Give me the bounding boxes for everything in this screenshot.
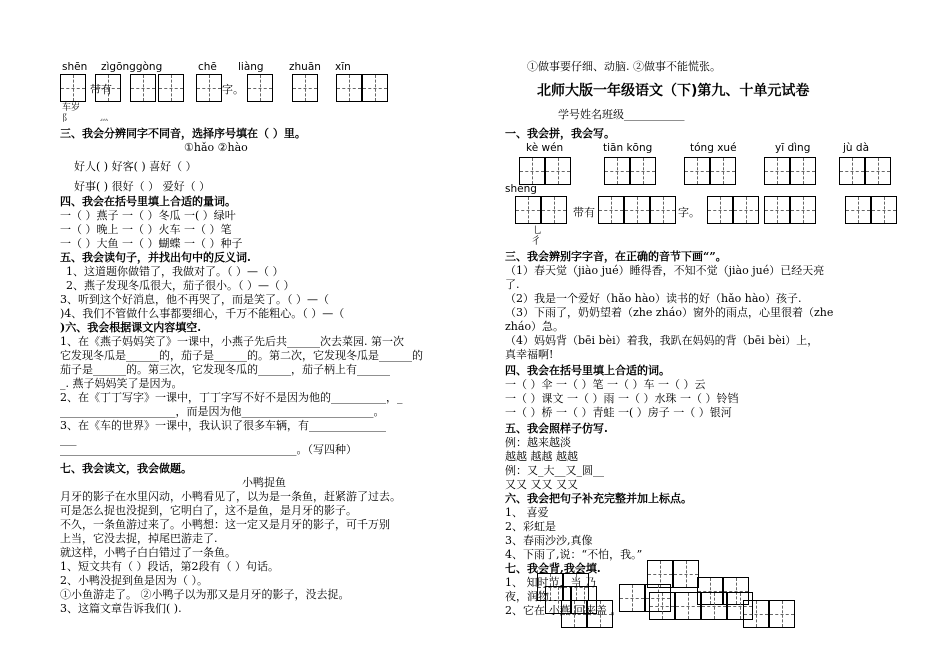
section-heading: 四、我会在括号里填上合适的量词。 [60, 195, 236, 208]
exercise-row: 2、彩虹是 [505, 520, 556, 533]
writing-grid[interactable] [545, 157, 571, 185]
exercise-row: 例：又_大__又_圆__ [505, 464, 604, 477]
section-heading: 三、我会分辨同字不同音，选择序号填在（ ）里。 [60, 127, 306, 140]
question-line: ①小鱼游走了。 ②小鸭子以为那又是月牙的影子，没去捉。 [60, 588, 350, 601]
section-heading: 六、我会把句子补充完整并加上标点。 [505, 492, 692, 505]
student-info-line: 学号姓名班级___________ [558, 108, 685, 121]
exercise-row: zháo）急。 [505, 320, 565, 333]
writing-grid[interactable] [684, 157, 710, 185]
right-column [475, 0, 950, 658]
question-line: 3、这篇文章告诉我们( ). [60, 602, 182, 615]
exercise-row: 2、燕子发现冬瓜很大，茄子很小。（ ）—（ ） [66, 279, 295, 292]
fill-row: ___________________________________________。（写四种） [60, 443, 357, 456]
row2-mid-text: 带有 [573, 206, 595, 219]
stray-mark: 乚 [533, 226, 543, 236]
story-line: 上当，它没去捉，掉尾巴游走了. [60, 532, 218, 545]
writing-grid[interactable] [839, 157, 865, 185]
story-line: 可是怎么捉也没捉到，它明白了，这不是鱼，是月牙的影子。 [60, 504, 357, 517]
fill-row: 1、在《燕子妈妈笑了》一课中，小燕子先后共______次去菜园. 第一次 [60, 335, 404, 348]
writing-grid[interactable] [60, 74, 86, 102]
pinyin-tongxue: tóng xué [690, 142, 737, 154]
pinyin-tiankong: tiān kōng [603, 142, 653, 154]
story-line: 不久，一条鱼游过来了。小鸭想：这一定又是月牙的影子，可千万别 [60, 518, 390, 531]
exercise-row: 一（ ）燕子 一（ ）冬瓜 一( ）绿叶 [60, 209, 236, 222]
pinyin-yiding: yī dìng [775, 142, 811, 154]
partial-row-text: 带有 [90, 83, 112, 96]
pinyin-xin: xīn [335, 61, 351, 73]
exercise-row: 一（ ）晚上 一（ ）火车 一（ ）笔 [60, 223, 232, 236]
writing-grid[interactable] [701, 592, 727, 620]
exercise-row: 一（ ）桥 一（ ）青蛙 一( ）房子 一（ ）银河 [505, 406, 732, 419]
writing-grid[interactable] [764, 157, 790, 185]
story-line: 月牙的影子在水里闪动，小鸭看见了，以为是一条鱼，赶紧游了过去。 [60, 490, 401, 503]
writing-grid[interactable] [541, 196, 567, 224]
writing-grid[interactable] [675, 592, 701, 620]
exercise-row: 1、 喜爱 [505, 506, 549, 519]
pinyin-liang: liàng [238, 61, 264, 73]
pinyin-che: chē [198, 61, 217, 73]
writing-grid[interactable] [865, 157, 891, 185]
stray-mark: 阝 [62, 114, 72, 124]
writing-grid[interactable] [362, 74, 388, 102]
writing-grid[interactable] [630, 157, 656, 185]
pinyin-juda: jù dà [843, 142, 870, 154]
fill-row: 3、在《车的世界》一课中，我认识了很多车辆，有______________ [60, 419, 386, 432]
writing-grid[interactable] [604, 157, 630, 185]
writing-grid[interactable] [710, 157, 736, 185]
section-heading: 五、我会照样子仿写. [505, 422, 608, 435]
question-line: 1、短文共有（ ）段话，第2段有（ ）句话。 [60, 560, 279, 573]
exercise-row: 又又 又又 又又 [505, 478, 578, 491]
writing-grid[interactable] [764, 196, 790, 224]
writing-grid[interactable] [649, 592, 675, 620]
writing-grid[interactable] [769, 600, 795, 628]
exercise-row: 4、下雨了,说：“不怕，我。” [505, 548, 643, 561]
writing-grid[interactable] [619, 584, 645, 612]
top-options: ①做事要仔细、动脑. ②做事不能慌张。 [527, 60, 721, 73]
section-heading: 七、我会读文，我会做题。 [60, 462, 192, 475]
exercise-row: 一（ ）大鱼 一（ ）蝴蝶 一（ ）种子 [60, 237, 243, 250]
writing-grid[interactable] [515, 196, 541, 224]
pinyin-zigonggong: zìgōnggòng [101, 61, 163, 73]
exercise-row: 越越 越越 越越 [505, 450, 578, 463]
exercise-row: 好人( ) 好客( ) 喜好（ ） [74, 160, 197, 173]
exercise-row: 2、它在 小燕 回来盖 。 [505, 604, 622, 617]
exercise-row: 一（ ）课文 一（ ）雨 一（ ）水珠 一（ ）铃铛 [505, 392, 739, 405]
writing-grid[interactable] [598, 196, 624, 224]
writing-grid[interactable] [624, 196, 650, 224]
fill-row: ___ [60, 433, 77, 446]
exercise-row: 1、 知时节，当 乃 [505, 576, 596, 589]
writing-grid[interactable] [790, 157, 816, 185]
exercise-row: )4、我们不管做什么事都要细心，千万不能粗心。（ ）—（ [60, 307, 345, 320]
row2-end-text: 字。 [678, 206, 700, 219]
fill-row: _____________________，而是因为他________________________。 [60, 405, 385, 418]
fill-row: _. 燕子妈妈笑了是因为。 [60, 377, 183, 390]
pinyin-kewen: kè wén [526, 142, 564, 154]
exercise-row: 一（ ）伞 一（ ）笔 一（ ）车 一（ ）云 [505, 378, 706, 391]
fill-row: 茄子是______的。第三次，它发现冬瓜的______，茄子柄上有______ [60, 363, 390, 376]
exercise-row: 好事( ) 很好（ ） 爱好（ ） [74, 180, 211, 193]
writing-grid[interactable] [158, 74, 184, 102]
writing-grid[interactable] [743, 600, 769, 628]
exercise-row: 3、春雨沙沙,真像 [505, 534, 593, 547]
section-heading: 一、我会拼，我会写。 [505, 127, 615, 140]
section-heading: 三、我会辨别字字音，在正确的音节下画“”。 [505, 250, 727, 263]
writing-grid[interactable] [587, 600, 613, 628]
pinyin-sheng: shēng [505, 183, 537, 195]
exercise-row: 例：越来越淡 [505, 436, 571, 449]
writing-grid[interactable] [196, 74, 222, 102]
writing-grid[interactable] [650, 196, 676, 224]
writing-grid[interactable] [673, 560, 699, 588]
writing-grid[interactable] [247, 74, 273, 102]
exercise-row: 3、听到这个好消息，他不再哭了，而是笑了。（ ）—（ [60, 293, 329, 306]
writing-grid[interactable] [292, 74, 318, 102]
writing-grid[interactable] [845, 196, 871, 224]
stray-mark: 彳 [531, 236, 541, 247]
story-title: 小鸭捉鱼 [242, 476, 286, 489]
partial-row-end: 字。 [222, 83, 244, 96]
writing-grid[interactable] [790, 196, 816, 224]
stray-mark: 灬 [100, 113, 108, 122]
section-heading: 四、我会在括号里填上合适的词。 [505, 364, 670, 377]
exercise-row: 夜，润物 [505, 590, 549, 603]
fill-row: 它发现冬瓜是______的，茄子是______的。第二次，它发现冬瓜是______的 [60, 349, 423, 362]
exercise-row: （2）我是一个爱好（hǎo hào）读书的好（hǎo hào）孩子. [505, 292, 802, 305]
writing-grid[interactable] [871, 196, 897, 224]
exercise-row: 真幸福啊! [505, 348, 554, 361]
exercise-row: （4）妈妈背（bēi bèi）着我，我趴在妈妈的背（bēi bèi）上， [505, 334, 819, 347]
pinyin-zhuan: zhuān [289, 61, 321, 73]
page-title: 北师大版一年级语文（下)第九、十单元试卷 [537, 83, 810, 99]
stray-mark: 车岁 [62, 103, 81, 113]
section-heading: 五、我会读句子，并找出句中的反义词. [60, 251, 251, 264]
exercise-row: （1）春天觉（jiào jué）睡得香，不知不觉（jiào jué）已经天亮 [505, 264, 825, 277]
exercise-row: 了. [505, 278, 520, 291]
writing-grid[interactable] [130, 74, 156, 102]
exercise-row: 1、这道题你做错了，我做对了。（ ）—（ ） [66, 265, 284, 278]
pinyin-options: ①hǎo ②hào [184, 141, 248, 154]
section-heading: 七、我会背,我会填. [505, 562, 601, 575]
section-heading: )六、我会根据课文内容填空. [60, 321, 202, 334]
writing-grid[interactable] [733, 196, 759, 224]
fill-row: 2、在《丁丁写字》一课中，丁丁字写不好不是因为他的__________，_ [60, 391, 403, 404]
writing-grid[interactable] [707, 196, 733, 224]
exercise-row: （3）下雨了，奶奶望着（zhe zháo）窗外的雨点，心里很着（zhe [505, 306, 834, 319]
pinyin-shen: shēn [62, 61, 88, 73]
story-line: 就这样，小鸭子白白错过了一条鱼。 [60, 546, 236, 559]
writing-grid[interactable] [519, 157, 545, 185]
question-line: 2、小鸭没捉到鱼是因为（ ）。 [60, 574, 208, 587]
writing-grid[interactable] [336, 74, 362, 102]
writing-grid[interactable] [561, 600, 587, 628]
